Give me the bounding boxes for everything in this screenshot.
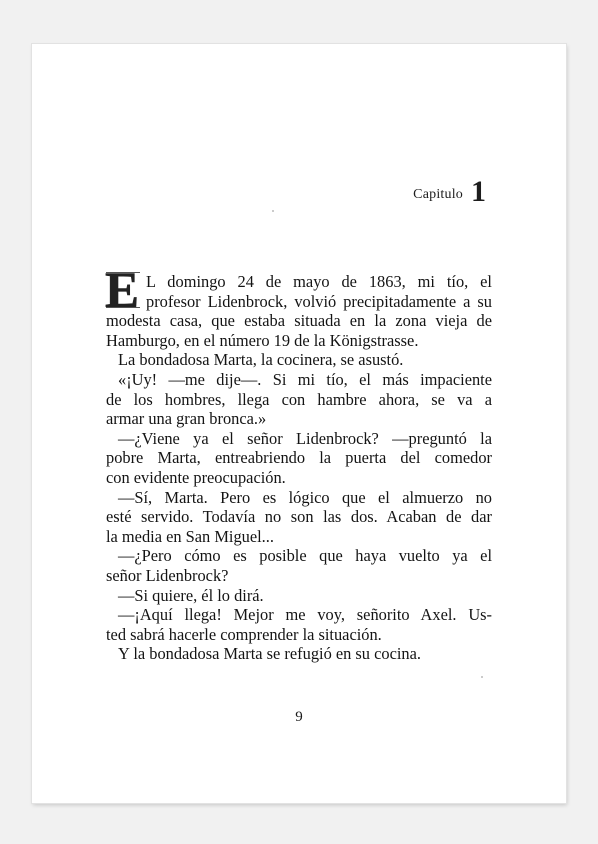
text-line: La bondadosa Marta, la cocinera, se asustó. [118,350,404,370]
paper-speck [481,676,483,678]
paragraph-3 [106,370,492,429]
chapter-body-text [105,263,492,664]
paragraph-9 [106,644,492,664]
text-line: esté servido. Todavía no son las dos. Acaban de dar [106,507,492,527]
chapter-heading [413,172,486,206]
paragraph-2 [106,350,492,370]
drop-cap-letter: E [105,263,140,319]
paragraph-8 [106,605,492,644]
page-number: 9 [295,709,303,725]
text-line: «¡Uy! —me dije—. Si mi tío, el más impaciente [118,369,492,389]
paper-speck [272,210,274,212]
text-line: Hamburgo, en el número 19 de la Königstrasse. [106,330,419,350]
text-line: —Sí, Marta. Pero es lógico que el almuerzo no [118,487,492,507]
drop-cap [105,263,143,319]
text-line: armar una gran bronca.» [106,409,267,429]
text-line: señor Lidenbrock? [106,565,229,585]
text-line: —¿Viene ya el señor Lidenbrock? —preguntó la [118,428,492,448]
text-line: —Si quiere, él lo dirá. [118,585,264,605]
text-line: —¿Pero cómo es posible que haya vuelto ya el [118,546,492,566]
text-line: con evidente preocupación. [106,467,286,487]
paragraph-1 [105,263,492,350]
paragraph-5 [106,488,492,547]
text-line: pobre Marta, entreabriendo la puerta del comedor [106,448,492,468]
text-line: Y la bondadosa Marta se refugió en su cocina. [118,644,421,664]
chapter-word: Capitulo [413,187,463,202]
paragraph-4 [106,429,492,488]
book-page [32,44,566,803]
paragraph-6 [106,546,492,585]
text-line: —¡Aquí llega! Mejor me voy, señorito Axel. Us- [118,605,492,625]
text-line: profesor Lidenbrock, volvió precipitadamente a su [146,291,492,311]
text-line: ted sabrá hacerle comprender la situación. [106,624,382,644]
chapter-number: 1 [471,175,486,208]
paragraph-7 [106,586,492,606]
drop-cap-ornament [106,272,140,308]
text-line: L domingo 24 de mayo de 1863, mi tío, el [146,272,492,291]
text-line: de los hombres, llega con hambre ahora, se va a [106,389,492,409]
text-line: modesta casa, que estaba situada en la zona vieja de [106,311,492,331]
text-line: la media en San Miguel... [106,526,274,546]
